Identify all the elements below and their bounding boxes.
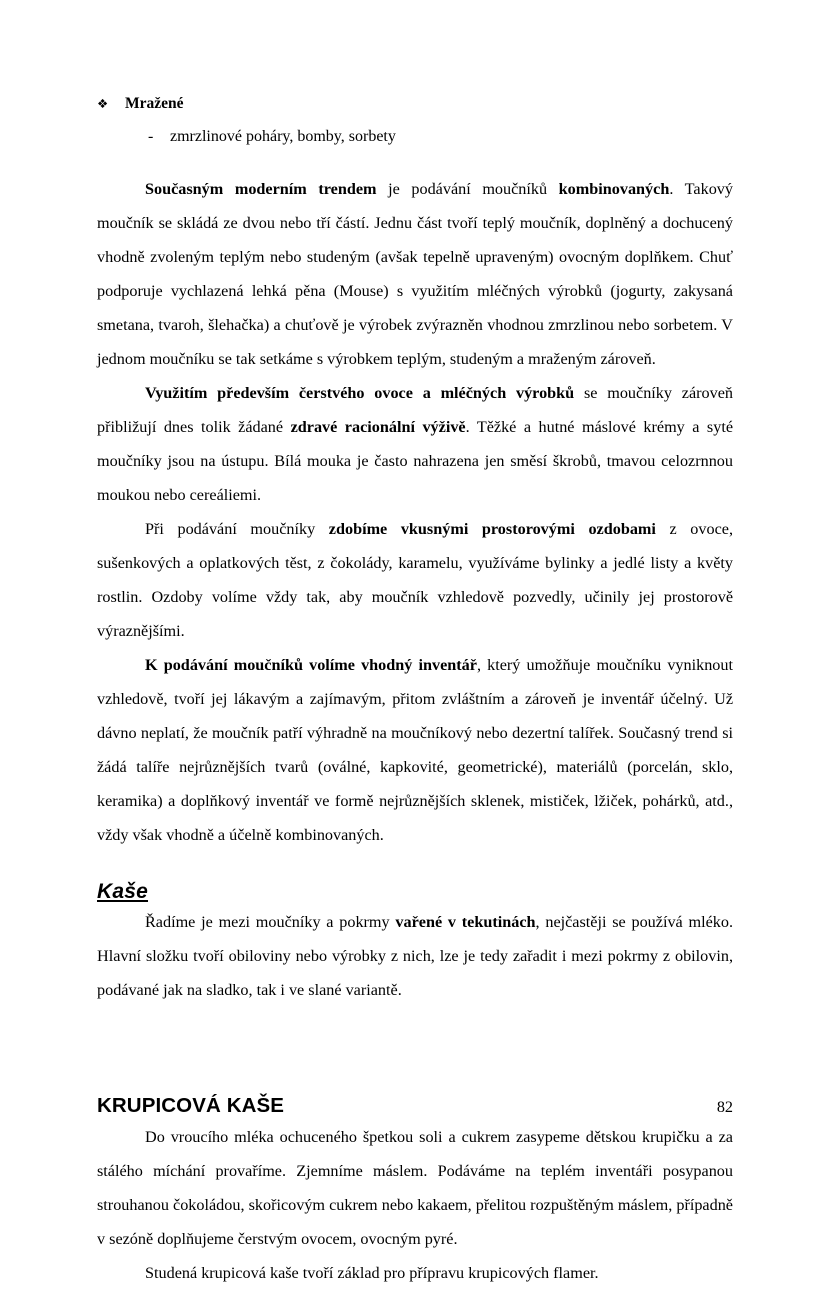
diamond-bullet-icon: ❖ [97,96,109,111]
text-run: . Těžké a hutné máslové krémy a syté moučníky jsou na ústupu. Bílá mouka je často nahrazena jen směsí škrobů, tmavou celozrnnou moukou nebo cereáliemi. [97,417,733,504]
dash-bullet-icon: - [148,128,154,146]
section-heading-krupicova-kase: KRUPICOVÁ KAŠE [97,1094,285,1118]
text-run: Při podávání moučníky [145,519,329,538]
emphasis-run: zdravé racionální výživě [290,417,466,436]
emphasis-run: kombinovaných [558,179,670,198]
text-run: , který umožňuje moučníku vyniknout vzhledově, tvoří jej lákavým a zajímavým, přitom zvláštním a zároveň je inventář účelný. Už dávno neplatí, že moučník patří výhradně na moučníkový nebo dezertní talířek. Současný trend si žádá talíře nejrůznějších tvarů (oválné, kapkovité, geometrické), materiálů (porcelán, sklo, keramika) a doplňkový inventář ve formě nejrůznějších sklenek, mističek, lžiček, pohárků, atd., vždy však vhodně a účelně kombinovaných. [97,655,733,844]
paragraph-ozdoby [97,512,733,648]
list-item [97,124,733,150]
text-run: se moučníky zároveň přibližují dnes tolik žádané [97,383,733,436]
page-number: 82 [716,1098,733,1116]
emphasis-run: Využitím především čerstvého ovoce a mléčných výrobků [145,383,575,402]
list-item-label: zmrzlinové poháry, bomby, sorbety [170,128,396,146]
paragraph-inventar [97,648,733,852]
text-run: je podávání moučníků [376,179,559,198]
paragraph-krupicova-flamer: Studená krupicová kaše tvoří základ pro přípravu krupicových flamer. [145,1263,599,1282]
text-run: z ovoce, sušenkových a oplatkových těst, z čokolády, karamelu, využíváme bylinky a jedlé listy a květy rostlin. Ozdoby volíme vždy tak, aby moučník vzhledově pozvedly, učinily jej prostorově výraznějšími. [97,519,733,640]
emphasis-run: Současným moderním trendem [145,179,377,198]
text-run: Řadíme je mezi moučníky a pokrmy [145,913,396,932]
section-heading-kase: Kaše [97,879,149,903]
paragraph-vyuziti [97,376,733,512]
emphasis-run: zdobíme vkusnými prostorovými ozdobami [328,519,656,538]
text-run: , nejčastěji se používá mléko. Hlavní složku tvoří obiloviny nebo výrobky z nich, lze je tedy zařadit i mezi pokrmy z obilovin, podávané jak na sladko, tak i ve slané variantě. [97,913,734,1000]
list-item-label: Mražené [125,95,184,112]
emphasis-run: K podávání moučníků volíme vhodný inventář [145,655,477,674]
text-run: . Takový moučník se skládá ze dvou nebo tří částí. Jednu část tvoří teplý moučník, doplněný a dochucený vhodně zvoleným teplým nebo studeným (avšak tepelně upraveným) ovocným doplňkem. Chuť podporuje vychlazená lehká pěna (Mouse) s využitím mléčných výrobků (jogurty, zakysaná smetana, tvaroh, šlehačka) a chuťově je výrobek zvýrazněn vhodnou zmrzlinou nebo sorbetem. V jednom moučníku se tak setkáme s výrobkem teplým, studeným a mraženým zároveň. [97,179,733,368]
paragraph-krupicova-postup: Do vroucího mléka ochuceného špetkou soli a cukrem zasypeme dětskou krupičku a za stálého míchání provaříme. Zjemníme máslem. Podáváme na teplém inventáři posypanou strouhanou čokoládou, skořicovým cukrem nebo kakaem, přelitou rozpuštěným máslem, případně v sezóně doplňujeme čerstvým ovocem, ovocným pyré. [97,1127,733,1248]
list-item [97,92,733,116]
emphasis-run: vařené v tekutinách [395,913,536,932]
paragraph-trend [97,172,733,376]
paragraph-kase-intro [97,905,733,1007]
section-spacer [97,1007,733,1093]
